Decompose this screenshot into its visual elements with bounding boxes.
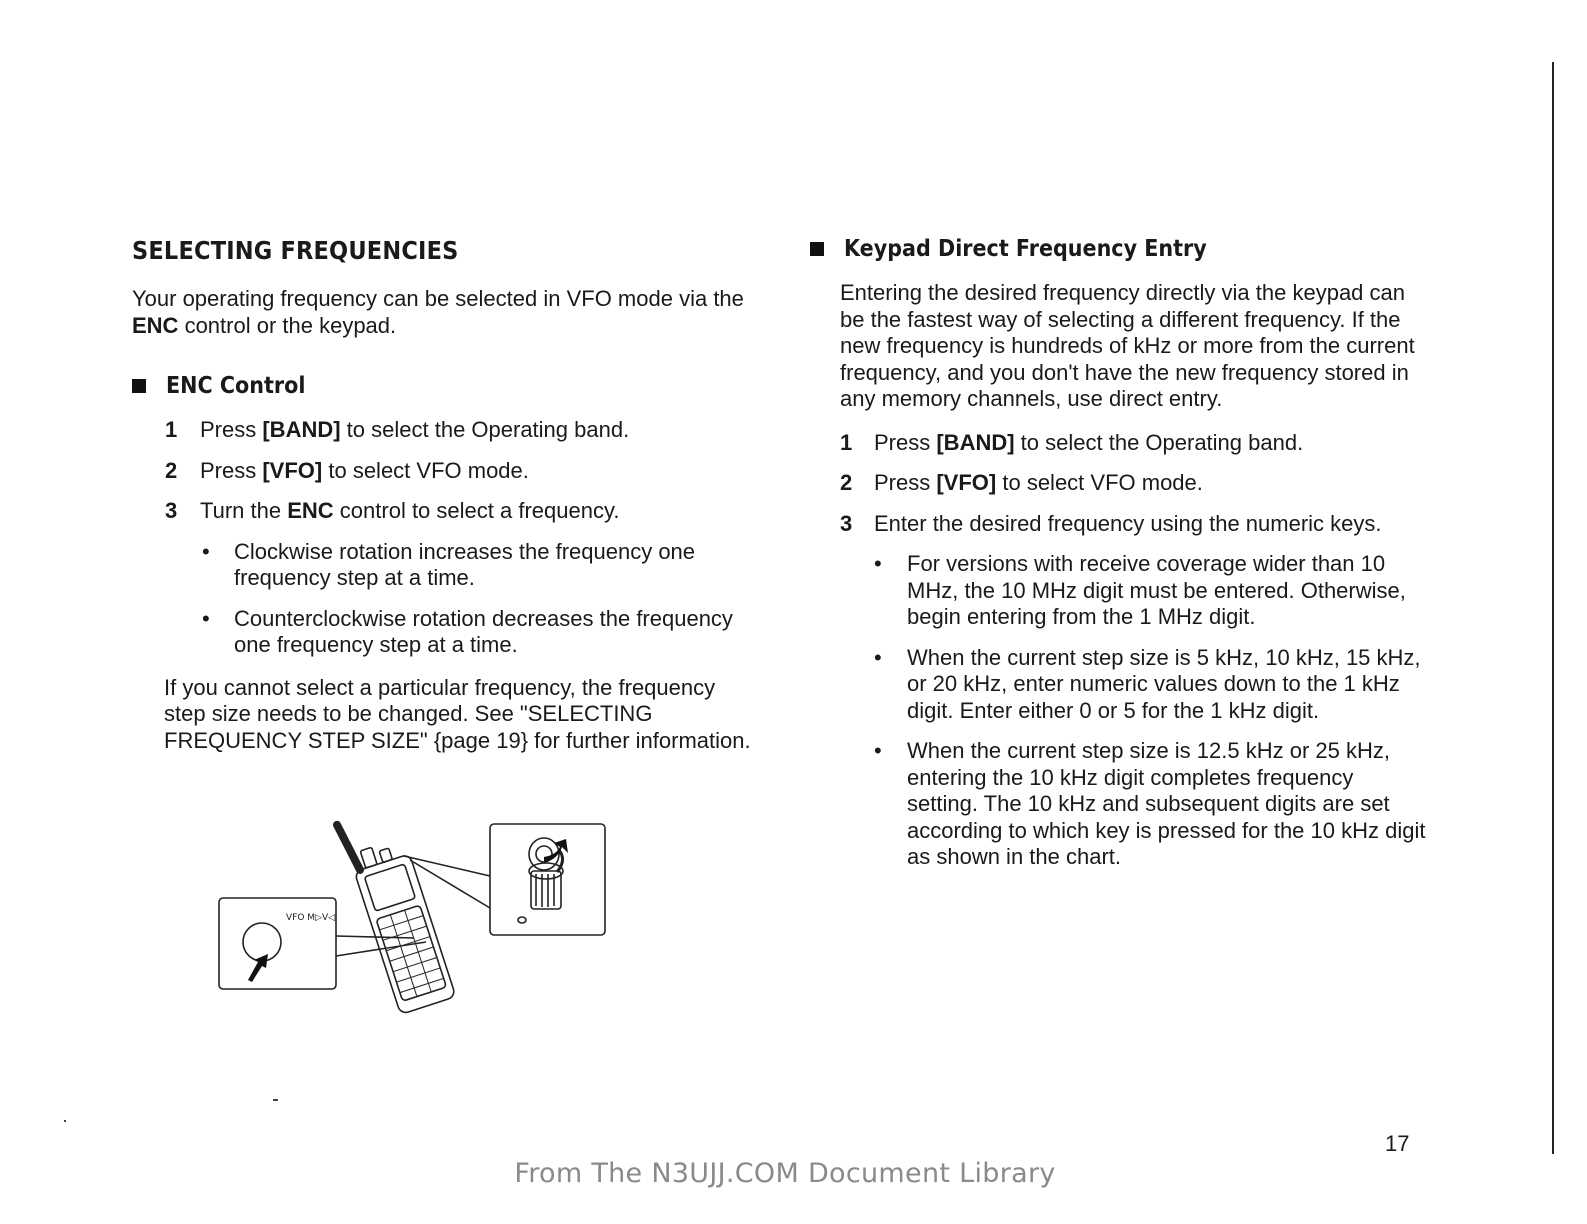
step-item: 1 Press [BAND] to select the Operating band. — [840, 429, 1304, 455]
enc-bullets — [132, 539, 752, 659]
keypad-steps — [810, 430, 1430, 538]
scan-speck — [273, 1099, 278, 1101]
step-item: 2 Press [VFO] to select VFO mode. — [165, 457, 529, 483]
vfo-key-callout-box — [219, 898, 336, 989]
bullet-item: • Clockwise rotation increases the frequency one frequency step at a time. — [202, 538, 696, 590]
step-item: 2 Press [VFO] to select VFO mode. — [840, 470, 1203, 495]
page-title: SELECTING FREQUENCIES — [132, 236, 459, 265]
scan-speck — [64, 1120, 66, 1122]
rotate-arrow-icon — [544, 839, 568, 863]
radio-illustration — [214, 816, 614, 1016]
bullet-item: • For versions with receive coverage wider than 10 MHz, the 10 MHz digit must be entered. Otherwise, begin entering from the 1 MHz digit. — [874, 551, 1406, 629]
left-intro: Your operating frequency can be selected in VFO mode via the ENC control or the keypad. — [132, 286, 744, 338]
enc-knob-icon — [518, 838, 563, 923]
bullet-item: • When the current step size is 5 kHz, 10 kHz, 15 kHz, or 20 kHz, enter numeric values down to the 1 kHz digit. Enter either 0 or 5 for the 1 kHz digit. — [874, 644, 1421, 723]
bullet-item: • Counterclockwise rotation decreases the frequency one frequency step at a time. — [202, 605, 733, 657]
square-bullet-icon — [810, 242, 824, 256]
right-intro: Entering the desired frequency directly via the keypad can be the fastest way of selecting a different frequency. If the new frequency is hundreds of kHz or more from the current frequency, and you don't have the new frequency stored in any memory channels, use direct entry. — [840, 280, 1415, 411]
left-column — [132, 236, 752, 754]
square-bullet-icon — [132, 379, 146, 393]
page-edge-line — [1552, 62, 1554, 1154]
step-item: 3 Enter the desired frequency using the numeric keys. — [840, 510, 1382, 536]
keypad-entry-heading: Keypad Direct Frequency Entry — [810, 236, 1430, 262]
enc-steps — [132, 417, 752, 525]
vfo-key-label: VFO M▷V◁ — [286, 913, 336, 923]
right-column — [810, 236, 1430, 885]
bullet-item: • When the current step size is 12.5 kHz or 25 kHz, entering the 10 kHz digit completes frequency setting. The 10 kHz and subsequent digits are set according to which key is pressed for the 10 kHz digit as shown in the chart. — [874, 738, 1426, 869]
vfo-key-icon — [243, 923, 281, 961]
keypad-bullets — [810, 551, 1430, 871]
library-footer: From The N3UJJ.COM Document Library — [514, 1158, 1056, 1189]
handheld-radio-icon — [337, 816, 456, 1015]
step-item: 3 Turn the ENC control to select a frequency. — [165, 498, 620, 523]
step-size-note: If you cannot select a particular frequency, the frequency step size needs to be changed. See "SELECTING FREQUENCY STEP SIZE" {page 19} for further information. — [164, 674, 751, 753]
enc-control-heading: ENC Control — [132, 373, 752, 399]
step-item: 1 Press [BAND] to select the Operating band. — [165, 417, 630, 442]
page-number: 17 — [1385, 1131, 1410, 1156]
